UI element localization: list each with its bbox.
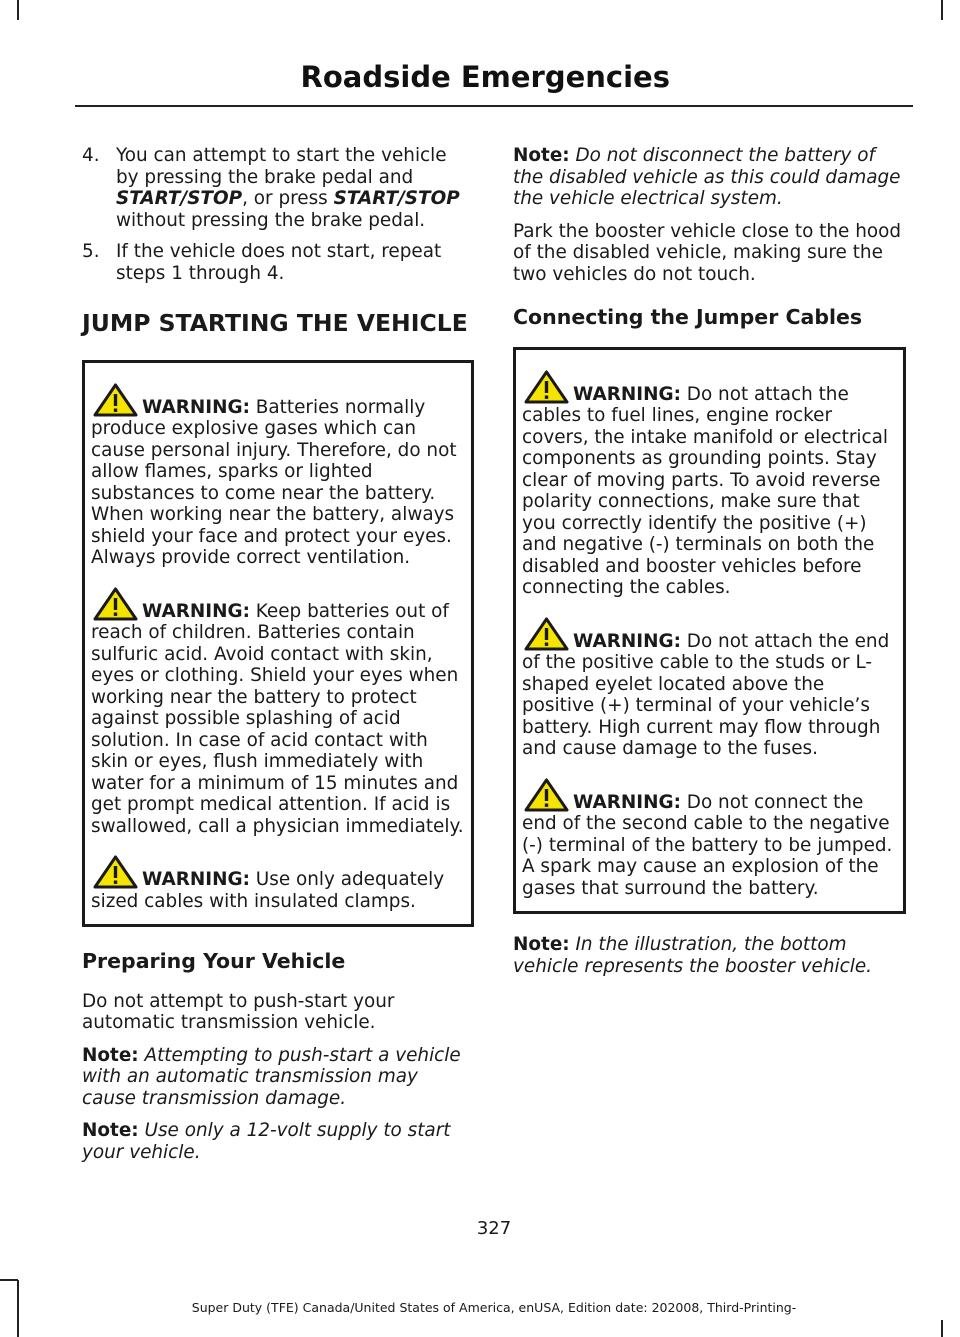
note-label: Note: [513, 145, 570, 166]
note-text: Do not disconnect the battery of the disabled vehicle as this could damage the vehicle electrical system. [513, 145, 901, 209]
warning-text: Do not connect the end of the second cable to the negative (-) terminal of the battery to be jumped. A spark may cause an explosion of the gases that surround the battery. [522, 791, 893, 899]
note-label: Note: [82, 1044, 139, 1066]
warning-item [522, 370, 897, 599]
paragraph: Park the booster vehicle close to the hood of the disabled vehicle, making sure the two vehicles do not touch. [513, 220, 902, 285]
warning-label: WARNING: [573, 630, 681, 652]
section-heading: JUMP STARTING THE VEHICLE [82, 309, 468, 337]
warning-triangle-icon [93, 587, 138, 621]
warning-label: WARNING: [142, 396, 250, 418]
steps-list [82, 145, 474, 284]
note-text: Attempting to push-start a vehicle with an automatic transmission may cause transmission damage. [82, 1044, 461, 1109]
warning-text: Batteries normally produce explosive gases which can cause personal injury. Therefore, do not allow flames, sparks or lighted substances to come near the battery. When working near the battery, always shield your face and protect your eyes. Always provide correct ventilation. [91, 396, 457, 568]
step-number: 4. [82, 145, 100, 166]
step-text: If the vehicle does not start, repeat steps 1 through 4. [116, 241, 442, 284]
note-label: Note: [82, 1120, 139, 1141]
warning-box [82, 360, 474, 928]
subheading-preparing: Preparing Your Vehicle [82, 949, 346, 973]
note-text: Use only a 12-volt supply to start your vehicle. [82, 1120, 451, 1163]
step-item [82, 241, 474, 284]
right-column [513, 145, 906, 988]
start-stop-label: START/STOP [116, 188, 243, 209]
warning-box [513, 347, 906, 915]
warning-item [91, 587, 465, 838]
left-column [82, 145, 474, 1174]
step-text: , or press [242, 188, 334, 209]
crop-mark-top-left [17, 0, 19, 20]
warning-text: Do not attach the end of the positive cable to the studs or L-shaped eyelet located above the positive (+) terminal of your vehicle’s battery. High current may flow through and cause damage to the fuses. [522, 630, 890, 759]
warning-triangle-icon [93, 855, 138, 889]
warning-item [91, 383, 465, 569]
warning-label: WARNING: [142, 600, 250, 622]
subheading-connecting: Connecting the Jumper Cables [513, 305, 863, 329]
warning-triangle-icon [93, 383, 138, 417]
warning-triangle-icon [524, 617, 569, 651]
warning-label: WARNING: [573, 383, 681, 405]
footer-edition-text: Super Duty (TFE) Canada/United States of America, enUSA, Edition date: 202008, Third-Printing- [191, 1300, 797, 1315]
start-stop-label: START/STOP [333, 188, 460, 209]
note [513, 934, 906, 977]
step-text: without pressing the brake pedal. [116, 209, 426, 231]
note-label: Note: [513, 934, 570, 955]
header-divider [75, 105, 913, 107]
warning-triangle-icon [524, 778, 569, 812]
step-item [82, 145, 474, 231]
warning-item [522, 778, 897, 900]
crop-mark-top-right [941, 0, 943, 20]
warning-label: WARNING: [573, 791, 681, 813]
note [82, 1045, 474, 1110]
crop-mark-bottom-right-v [941, 1320, 943, 1337]
warning-triangle-icon [524, 370, 569, 404]
warning-text: Use only adequately sized cables with insulated clamps. [91, 869, 445, 912]
paragraph: Do not attempt to push-start your automatic transmission vehicle. [82, 990, 395, 1033]
note [513, 145, 906, 210]
warning-text: Keep batteries out of reach of children. Batteries contain sulfuric acid. Avoid contact with skin, eyes or clothing. Shield your eyes when working near the battery to protect against possible splashing of acid solution. In case of acid contact with skin or eyes, flush immediately with water for a minimum of 15 minutes and get prompt medical attention. If acid is swallowed, call a physician immediately. [91, 600, 464, 837]
step-text: You can attempt to start the vehicle by pressing the brake pedal and [116, 145, 447, 188]
crop-mark-bottom-left-h [0, 1279, 18, 1281]
warning-item [522, 617, 897, 760]
warning-label: WARNING: [142, 869, 250, 890]
step-number: 5. [82, 241, 100, 262]
page-title: Roadside Emergencies [300, 60, 670, 94]
note-text: In the illustration, the bottom vehicle represents the booster vehicle. [513, 934, 873, 977]
note [82, 1120, 474, 1163]
page-number: 327 [476, 1218, 512, 1239]
warning-text: Do not attach the cables to fuel lines, engine rocker covers, the intake manifold or electrical components as grounding points. Stay clear of moving parts. To avoid reverse polarity connections, make sure that you correctly identify the positive (+) and negative (-) terminals on both the disabled and booster vehicles before connecting the cables. [522, 383, 889, 598]
warning-item [91, 855, 465, 912]
